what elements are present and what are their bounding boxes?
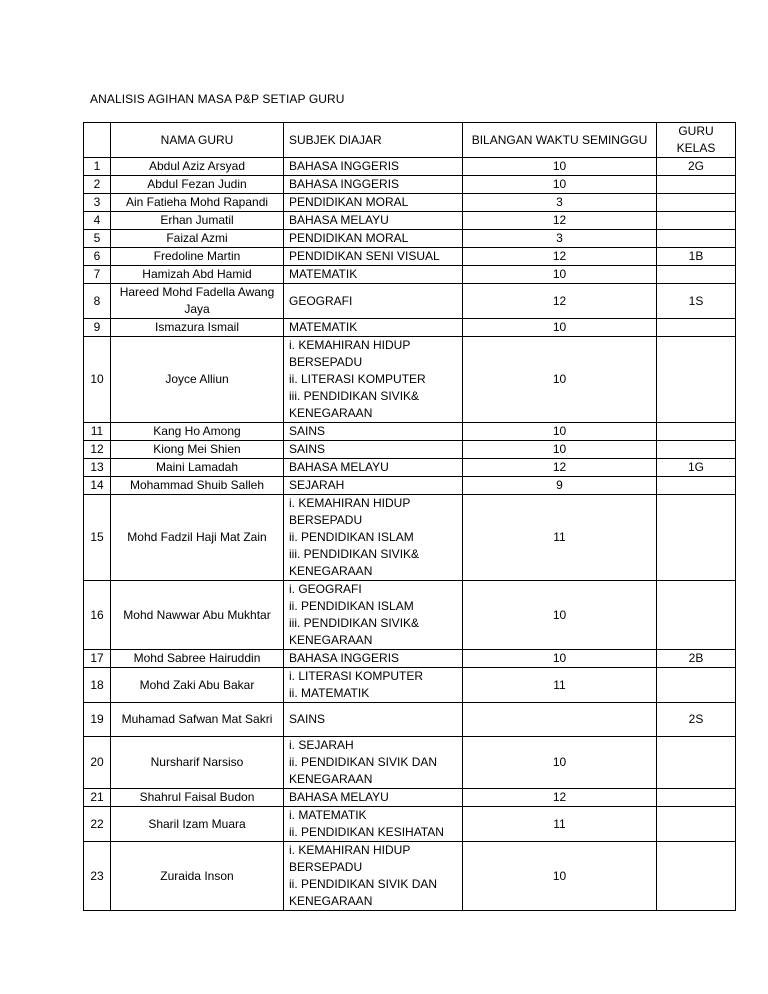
teacher-name: Joyce Alliun [111, 337, 284, 423]
class-teacher [657, 230, 736, 248]
row-number: 22 [84, 807, 111, 842]
subject-item: ii. PENDIDIKAN ISLAM [289, 530, 414, 544]
table-row [84, 703, 736, 737]
subject-item: SAINS [289, 712, 326, 726]
class-teacher: 2S [657, 703, 736, 737]
weekly-hours: 12 [463, 212, 657, 230]
table-row [84, 266, 736, 284]
class-teacher [657, 789, 736, 807]
class-teacher [657, 423, 736, 441]
teacher-name: Abdul Aziz Arsyad [111, 158, 284, 176]
weekly-hours: 12 [463, 248, 657, 266]
subjects-cell [284, 284, 463, 319]
row-number: 12 [84, 441, 111, 459]
table-row [84, 477, 736, 495]
weekly-hours: 3 [463, 194, 657, 212]
subject-item: BAHASA MELAYU [289, 790, 389, 804]
row-number: 8 [84, 284, 111, 319]
table-row [84, 230, 736, 248]
teacher-name: Sharil Izam Muara [111, 807, 284, 842]
teacher-name: Erhan Jumatil [111, 212, 284, 230]
row-number: 15 [84, 495, 111, 581]
class-teacher: 1S [657, 284, 736, 319]
subjects-cell [284, 581, 463, 650]
subjects-cell [284, 807, 463, 842]
row-number: 7 [84, 266, 111, 284]
subjects-cell [284, 230, 463, 248]
subjects-cell [284, 668, 463, 703]
header-subjek-diajar: SUBJEK DIAJAR [284, 123, 463, 158]
subjects-cell [284, 737, 463, 789]
weekly-hours: 9 [463, 477, 657, 495]
class-teacher [657, 737, 736, 789]
table-row [84, 248, 736, 266]
class-teacher [657, 477, 736, 495]
header-bilangan-waktu: BILANGAN WAKTU SEMINGGU [463, 123, 657, 158]
subject-item: BAHASA MELAYU [289, 460, 389, 474]
subject-item: iii. PENDIDIKAN SIVIK& KENEGARAAN [289, 616, 420, 647]
document-title: ANALISIS AGIHAN MASA P&P SETIAP GURU [90, 92, 345, 106]
weekly-hours: 10 [463, 176, 657, 194]
subjects-cell [284, 703, 463, 737]
weekly-hours: 10 [463, 650, 657, 668]
row-number: 3 [84, 194, 111, 212]
teacher-name: Abdul Fezan Judin [111, 176, 284, 194]
subject-item: SAINS [289, 424, 326, 438]
table-row [84, 337, 736, 423]
subjects-cell [284, 495, 463, 581]
table-row [84, 789, 736, 807]
subjects-cell [284, 319, 463, 337]
teacher-name: Kang Ho Among [111, 423, 284, 441]
weekly-hours: 10 [463, 158, 657, 176]
weekly-hours: 12 [463, 284, 657, 319]
teacher-name: Mohd Nawwar Abu Mukhtar [111, 581, 284, 650]
class-teacher [657, 337, 736, 423]
subject-item: BAHASA INGGERIS [289, 177, 400, 191]
subject-item: i. KEMAHIRAN HIDUP BERSEPADU [289, 338, 411, 369]
subject-item: BAHASA INGGERIS [289, 651, 400, 665]
class-teacher [657, 842, 736, 911]
class-teacher [657, 266, 736, 284]
table-row [84, 459, 736, 477]
table-header-row [84, 123, 736, 158]
table-row [84, 194, 736, 212]
weekly-hours: 11 [463, 668, 657, 703]
header-nama-guru: NAMA GURU [111, 123, 284, 158]
row-number: 19 [84, 703, 111, 737]
teacher-name: Mohd Sabree Hairuddin [111, 650, 284, 668]
row-number: 20 [84, 737, 111, 789]
weekly-hours: 10 [463, 581, 657, 650]
weekly-hours: 10 [463, 266, 657, 284]
teacher-name: Maini Lamadah [111, 459, 284, 477]
subjects-cell [284, 842, 463, 911]
class-teacher [657, 194, 736, 212]
subject-item: ii. LITERASI KOMPUTER [289, 372, 426, 386]
subject-item: ii. PENDIDIKAN SIVIK DAN KENEGARAAN [289, 755, 438, 786]
subject-item: ii. PENDIDIKAN SIVIK DAN KENEGARAAN [289, 877, 438, 908]
teacher-time-allocation-table [83, 122, 736, 911]
table-body [84, 158, 736, 911]
table-row [84, 176, 736, 194]
subjects-cell [284, 789, 463, 807]
table-row [84, 495, 736, 581]
table-row [84, 158, 736, 176]
table-row [84, 319, 736, 337]
subjects-cell [284, 337, 463, 423]
weekly-hours: 10 [463, 737, 657, 789]
table-row [84, 581, 736, 650]
class-teacher [657, 212, 736, 230]
teacher-name: Shahrul Faisal Budon [111, 789, 284, 807]
teacher-name: Hamizah Abd Hamid [111, 266, 284, 284]
subjects-cell [284, 248, 463, 266]
class-teacher [657, 668, 736, 703]
row-number: 11 [84, 423, 111, 441]
subject-item: i. MATEMATIK [289, 808, 367, 822]
teacher-name: Faizal Azmi [111, 230, 284, 248]
teacher-name: Ain Fatieha Mohd Rapandi [111, 194, 284, 212]
subject-item: i. KEMAHIRAN HIDUP BERSEPADU [289, 496, 411, 527]
table-row [84, 842, 736, 911]
subject-item: BAHASA INGGERIS [289, 159, 400, 173]
subject-item: i. LITERASI KOMPUTER [289, 669, 424, 683]
subject-item: GEOGRAFI [289, 293, 353, 308]
row-number: 18 [84, 668, 111, 703]
header-guru-kelas: GURU KELAS [657, 123, 736, 158]
weekly-hours: 10 [463, 423, 657, 441]
row-number: 2 [84, 176, 111, 194]
subjects-cell [284, 650, 463, 668]
subject-item: SAINS [289, 442, 326, 456]
subject-item: MATEMATIK [289, 267, 358, 281]
weekly-hours: 12 [463, 789, 657, 807]
row-number: 21 [84, 789, 111, 807]
header-no [84, 123, 111, 158]
weekly-hours: 10 [463, 319, 657, 337]
subject-item: i. KEMAHIRAN HIDUP BERSEPADU [289, 843, 411, 874]
subject-item: SEJARAH [289, 478, 345, 492]
subjects-cell [284, 441, 463, 459]
class-teacher: 1B [657, 248, 736, 266]
subjects-cell [284, 194, 463, 212]
teacher-name: Kiong Mei Shien [111, 441, 284, 459]
subjects-cell [284, 459, 463, 477]
table-row [84, 668, 736, 703]
row-number: 17 [84, 650, 111, 668]
weekly-hours: 10 [463, 441, 657, 459]
teacher-name: Zuraida Inson [111, 842, 284, 911]
subject-item: ii. MATEMATIK [289, 686, 370, 700]
row-number: 1 [84, 158, 111, 176]
row-number: 23 [84, 842, 111, 911]
row-number: 6 [84, 248, 111, 266]
subject-item: ii. PENDIDIKAN KESIHATAN [289, 825, 444, 839]
weekly-hours: 11 [463, 807, 657, 842]
weekly-hours: 12 [463, 459, 657, 477]
row-number: 13 [84, 459, 111, 477]
subject-item: MATEMATIK [289, 320, 358, 334]
table-row [84, 737, 736, 789]
row-number: 16 [84, 581, 111, 650]
weekly-hours: 11 [463, 495, 657, 581]
row-number: 5 [84, 230, 111, 248]
subject-item: iii. PENDIDIKAN SIVIK& KENEGARAAN [289, 389, 420, 420]
subjects-cell [284, 266, 463, 284]
class-teacher [657, 441, 736, 459]
teacher-name: Mohd Fadzil Haji Mat Zain [111, 495, 284, 581]
teacher-name: Ismazura Ismail [111, 319, 284, 337]
subject-item: BAHASA MELAYU [289, 213, 389, 227]
subjects-cell [284, 477, 463, 495]
class-teacher: 2B [657, 650, 736, 668]
subject-item: i. GEOGRAFI [289, 582, 362, 596]
teacher-name: Fredoline Martin [111, 248, 284, 266]
table-row [84, 441, 736, 459]
table-row [84, 807, 736, 842]
table-row [84, 650, 736, 668]
row-number: 14 [84, 477, 111, 495]
class-teacher: 2G [657, 158, 736, 176]
subjects-cell [284, 423, 463, 441]
subjects-cell [284, 158, 463, 176]
subject-item: ii. PENDIDIKAN ISLAM [289, 599, 414, 613]
subject-item: PENDIDIKAN SENI VISUAL [289, 249, 440, 263]
teacher-name: Hareed Mohd Fadella Awang Jaya [111, 284, 284, 319]
class-teacher [657, 581, 736, 650]
teacher-name: Mohd Zaki Abu Bakar [111, 668, 284, 703]
subject-item: iii. PENDIDIKAN SIVIK& KENEGARAAN [289, 547, 420, 578]
row-number: 4 [84, 212, 111, 230]
teacher-name: Nursharif Narsiso [111, 737, 284, 789]
class-teacher [657, 807, 736, 842]
weekly-hours: 3 [463, 230, 657, 248]
table-row [84, 423, 736, 441]
subject-item: i. SEJARAH [289, 738, 354, 752]
class-teacher [657, 495, 736, 581]
class-teacher [657, 176, 736, 194]
table-row [84, 284, 736, 319]
subject-item: PENDIDIKAN MORAL [289, 231, 409, 245]
subjects-cell [284, 212, 463, 230]
subjects-cell [284, 176, 463, 194]
row-number: 10 [84, 337, 111, 423]
subject-item: PENDIDIKAN MORAL [289, 195, 409, 209]
class-teacher [657, 319, 736, 337]
weekly-hours: 10 [463, 337, 657, 423]
weekly-hours [463, 703, 657, 737]
teacher-name: Muhamad Safwan Mat Sakri [111, 703, 284, 737]
weekly-hours: 10 [463, 842, 657, 911]
row-number: 9 [84, 319, 111, 337]
class-teacher: 1G [657, 459, 736, 477]
table-row [84, 212, 736, 230]
teacher-name: Mohammad Shuib Salleh [111, 477, 284, 495]
